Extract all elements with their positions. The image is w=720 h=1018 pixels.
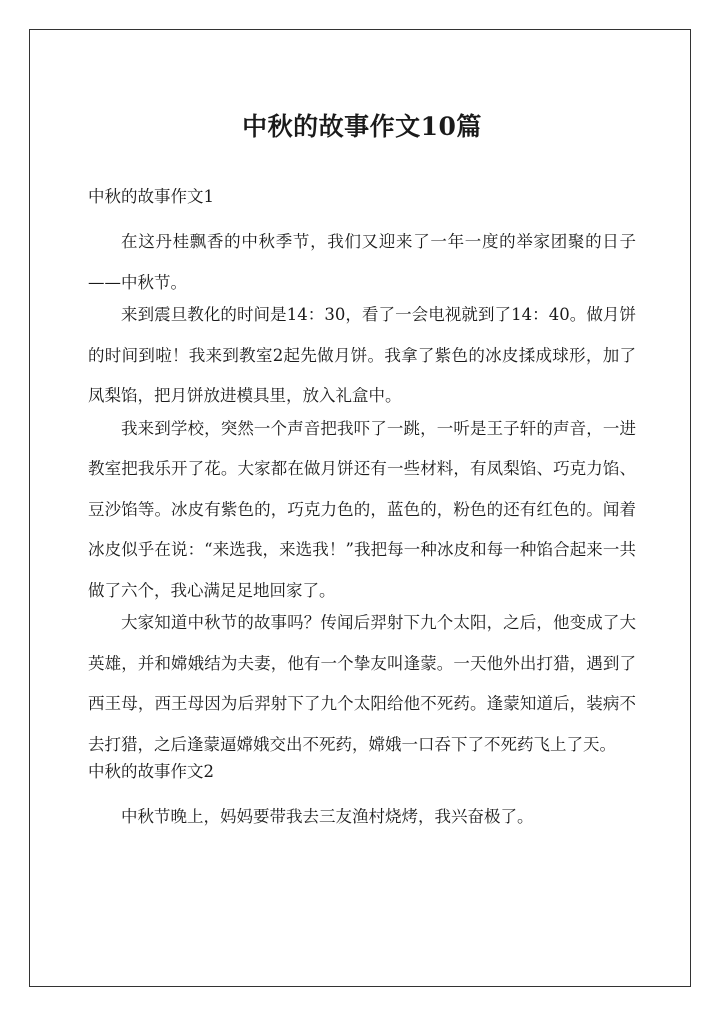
paragraph: 大家知道中秋节的故事吗？传闻后羿射下九个太阳，之后，他变成了大英雄，并和嫦娥结为夫妻，他有一个挚友叫逢蒙。一天他外出打猎，遇到了西王母，西王母因为后羿射下了九个太阳给他不死药。逢蒙知道后，装病不去打猎，之后逢蒙逼嫦娥交出不死药，嫦娥一口吞下了不死药飞上了天。 [88, 613, 636, 754]
section-2 [88, 759, 636, 838]
paragraph: 来到震旦教化的时间是14：30，看了一会电视就到了14：40。做月饼的时间到啦！我来到教室2起先做月饼。我拿了紫色的冰皮揉成球形，加了凤梨馅，把月饼放进模具里，放入礼盒中。 [88, 305, 636, 405]
paragraph: 我来到学校，突然一个声音把我吓了一跳，一听是王子轩的声音，一进教室把我乐开了花。大家都在做月饼还有一些材料，有凤梨馅、巧克力馅、豆沙馅等。冰皮有紫色的，巧克力色的，蓝色的，粉色的还有红色的。闻着冰皮似乎在说：“来选我，来选我！”我把每一种冰皮和每一种馅合起来一共做了六个，我心满足足地回家了。 [88, 418, 636, 600]
paragraph: 在这丹桂飘香的中秋季节，我们又迎来了一年一度的举家团聚的日子——中秋节。 [88, 232, 636, 292]
section-heading: 中秋的故事作文2 [88, 762, 214, 781]
section-heading: 中秋的故事作文1 [88, 187, 214, 206]
document-title: 中秋的故事作文10篇 [242, 112, 482, 141]
paragraph: 中秋节晚上，妈妈要带我去三友渔村烧烤，我兴奋极了。 [121, 807, 534, 826]
document-body [88, 110, 636, 838]
section-1 [88, 184, 636, 765]
